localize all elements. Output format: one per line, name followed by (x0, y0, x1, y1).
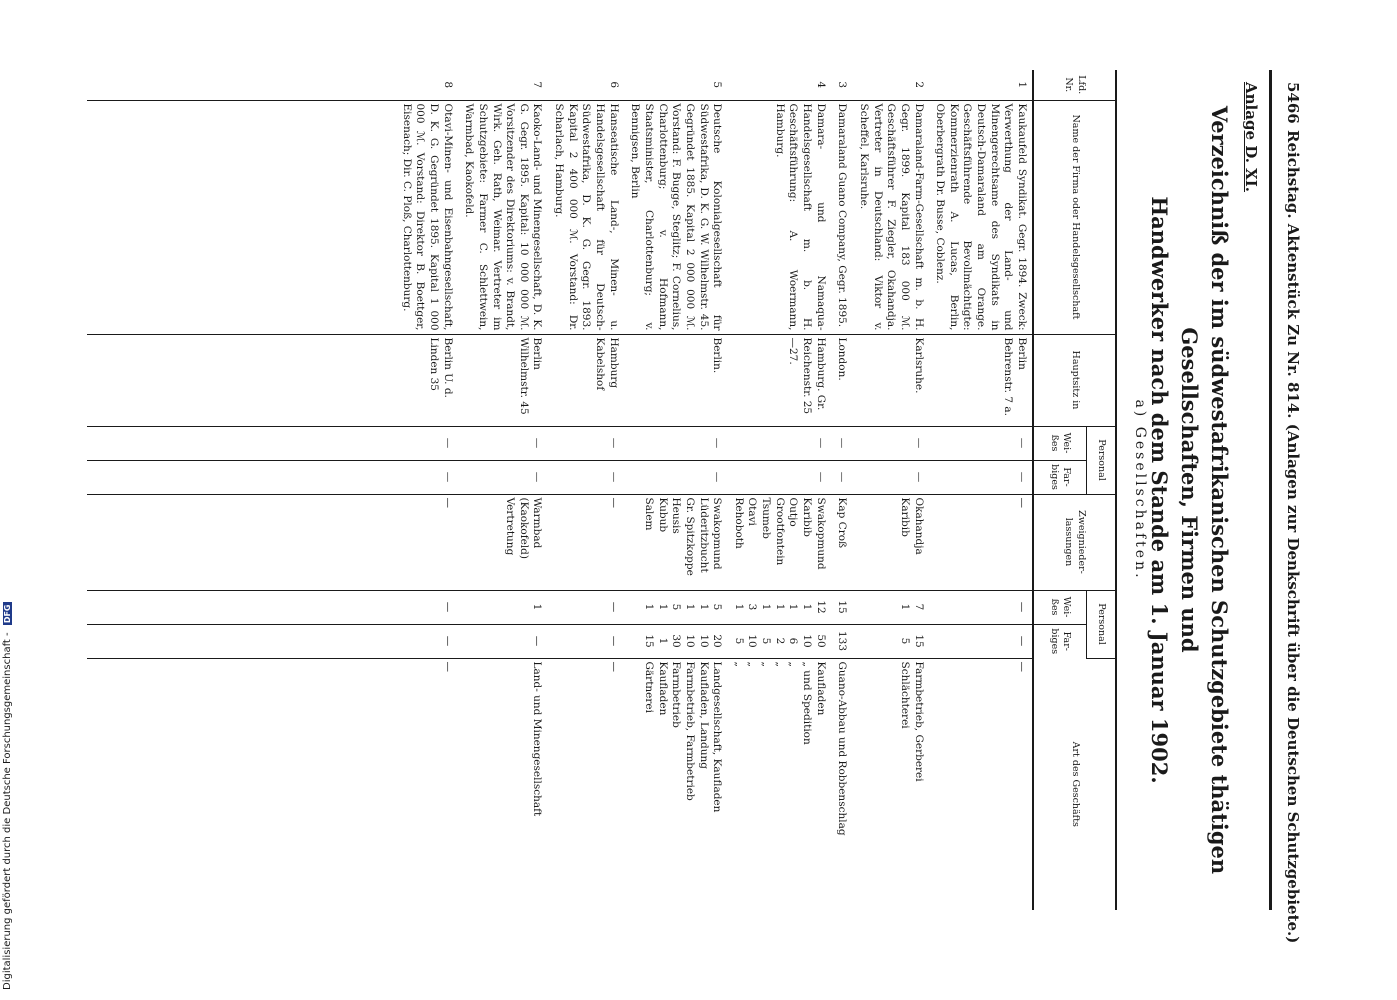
hq-weiss-count: — (831, 426, 853, 460)
filler-cell (87, 494, 395, 590)
business-type: Kaufladen, Landung (697, 661, 710, 769)
col-header-branch-farbig: Far- biges (1033, 624, 1087, 658)
branch-farbig-count: 133 (836, 631, 849, 652)
business-type: „ und Spedition (801, 661, 814, 745)
company-name: Damara- und Namaqua-Handelsgesellschaft m. b. H. Geschäftsführung: A. Woermann, Hamburg. (727, 100, 830, 334)
business-type-cell (727, 658, 830, 910)
business-type: Landgesellschaft, Kaufladen (711, 661, 724, 813)
branch-weiss-count-cell (929, 590, 1033, 624)
branch-weiss-count: 1 (642, 603, 655, 611)
filler-cell (87, 658, 395, 910)
branch-weiss-count-cell (548, 590, 624, 624)
hq-farbig-count: — (548, 460, 624, 494)
table-row (831, 70, 853, 910)
running-head (1280, 70, 1310, 944)
headquarters: Hamburg Kabelshof (548, 334, 624, 426)
table-row (727, 70, 830, 910)
branch-farbig-count: 1 (656, 637, 669, 645)
col-header-art: Art des Geschäfts (1033, 658, 1116, 910)
col-header-hq-personal: Personal (1087, 426, 1117, 494)
branch-farbig-count-cell (395, 624, 458, 658)
document-page (70, 70, 1310, 944)
branch-farbig-count: 5 (898, 637, 911, 645)
business-type-cell (852, 658, 928, 910)
hq-weiss-count: — (929, 426, 1033, 460)
page-number: 5466 (1284, 82, 1302, 124)
section-heading: a) Gesellschaften. (1132, 399, 1148, 581)
branch-weiss-count: 1 (787, 603, 800, 611)
branch-weiss-count: 1 (656, 603, 669, 611)
headquarters: London. (831, 334, 853, 426)
branch-location: Salem (642, 497, 655, 531)
table-row (458, 70, 548, 910)
companies-table (87, 70, 1117, 910)
col-header-branch-weiss: Wei- ßes (1033, 590, 1087, 624)
business-type-cell (929, 658, 1033, 910)
company-name: Damaraland-Farm-Gesellschaft m. b. H. Gegr. 1899. Kapital 183 000 ℳ. Geschäftsführer F. Ziegler, Okahandja. Vertreter in Deutschland: Viktor v. Scheffel, Karlsruhe. (852, 100, 928, 334)
branch-farbig-count-cell (548, 624, 624, 658)
header-rule (1269, 70, 1272, 910)
branch-location-cell (624, 494, 727, 590)
hq-farbig-count: — (727, 460, 830, 494)
branch-location: Rehoboth (732, 497, 745, 549)
branch-location: Okahandja (912, 497, 925, 555)
hq-farbig-count: — (852, 460, 928, 494)
business-type: Guano-Abbau und Robbenschlag (836, 661, 849, 836)
row-number: 5 (624, 70, 727, 100)
table-filler (87, 70, 395, 910)
branch-location: Heusis (670, 497, 683, 534)
branch-weiss-count: — (1016, 601, 1028, 613)
branch-farbig-count: 15 (912, 634, 925, 648)
table-row (624, 70, 727, 910)
hq-weiss-count: — (548, 426, 624, 460)
branch-farbig-count: 10 (746, 634, 759, 648)
branch-location: Karibib (898, 497, 911, 537)
branch-weiss-count: 1 (683, 603, 696, 611)
business-type-cell (458, 658, 548, 910)
branch-location: (Kaokofeld) (517, 497, 530, 559)
branch-location-cell (548, 494, 624, 590)
hq-farbig-count: — (458, 460, 548, 494)
table-row (929, 70, 1033, 910)
branch-farbig-count: 10 (683, 634, 696, 648)
branch-location-cell (395, 494, 458, 590)
branch-farbig-count: — (441, 635, 454, 647)
branch-farbig-count: 10 (697, 634, 710, 648)
business-type: — (1016, 661, 1028, 673)
row-number: 7 (458, 70, 548, 100)
filler-cell (87, 426, 395, 460)
filler-cell (87, 624, 395, 658)
col-header-sitz: Hauptsitz in (1033, 334, 1116, 426)
branch-weiss-count: 7 (912, 603, 925, 611)
branch-weiss-count: — (607, 601, 620, 613)
company-name: Deutsche Kolonialgesellschaft für Südwestafrika, D. K. G. W. Wilhelmstr. 45. Gegründet 1885. Kapital 2 000 000 ℳ. Vorstand: F. Bugge, Steglitz; F. Cornelius, Charlottenburg; v. Hofmann, Staatsminister, Charlottenburg; v. Bennigsen, Berlin (624, 100, 727, 334)
branch-weiss-count: 1 (531, 603, 544, 611)
title-line-2: Handwerker nach dem Stande am 1. Januar 1902. (1147, 196, 1172, 784)
branch-farbig-count: 50 (814, 634, 827, 648)
row-number: 4 (727, 70, 830, 100)
branch-weiss-count-cell (727, 590, 830, 624)
filler-cell (87, 590, 395, 624)
branch-location: Vertretung (504, 497, 517, 556)
title-line-1: Verzeichniß der im südwestafrikanischen Schutzgebiete thätigen Gesellschaften, Firmen und (1177, 105, 1232, 875)
business-type-cell (831, 658, 853, 910)
company-name: Kaukaufeld Syndikat. Gegr. 1894. Zweck: Verwerthung der Land- und Minengerechtsame des Syndikats in Deutsch-Damaraland am Orange. Geschäftsführende Bevollmächtigte: Kommerzienrath A. Lucas, Berlin, Oberbergrath Dr. Busse, Coblenz. (929, 100, 1033, 334)
business-type: „ (746, 661, 759, 667)
business-type-cell (548, 658, 624, 910)
table-row (852, 70, 928, 910)
table-row (395, 70, 458, 910)
branch-weiss-count: 3 (746, 603, 759, 611)
branch-weiss-count: 1 (732, 603, 745, 611)
business-type: Farmbetrieb, Gerberei (912, 661, 925, 782)
hq-farbig-count: — (929, 460, 1033, 494)
branch-location: Warmbad (531, 497, 544, 549)
branch-location-cell (831, 494, 853, 590)
row-number: 8 (395, 70, 458, 100)
branch-farbig-count: 10 (801, 634, 814, 648)
row-number: 6 (548, 70, 624, 100)
business-type: „ (760, 661, 773, 667)
row-number: 1 (929, 70, 1033, 100)
headquarters: Hamburg. Gr. Reichenstr. 25—27. (727, 334, 830, 426)
branch-farbig-count: 6 (787, 637, 800, 645)
branch-location-cell (852, 494, 928, 590)
branch-location-cell (929, 494, 1033, 590)
branch-location: Kubub (656, 497, 669, 533)
branch-farbig-count: 30 (670, 634, 683, 648)
col-header-hq-farbig: Far- biges (1033, 460, 1087, 494)
branch-location: — (1016, 497, 1028, 509)
branch-farbig-count-cell (852, 624, 928, 658)
branch-farbig-count: 5 (760, 637, 773, 645)
branch-farbig-count-cell (624, 624, 727, 658)
branch-weiss-count: 1 (773, 603, 786, 611)
branch-farbig-count: 5 (732, 637, 745, 645)
filler-cell (87, 70, 395, 100)
branch-weiss-count-cell (395, 590, 458, 624)
col-header-nr: Lfd. Nr. (1033, 70, 1116, 100)
branch-farbig-count-cell (727, 624, 830, 658)
branch-weiss-count-cell (458, 590, 548, 624)
branch-weiss-count-cell (852, 590, 928, 624)
headquarters: Berlin Behrenstr. 7 a. (929, 334, 1033, 426)
headquarters: Berlin. (624, 334, 727, 426)
col-header-zweig: Zweignieder- lassungen (1033, 494, 1116, 590)
filler-cell (87, 334, 395, 426)
branch-weiss-count: 12 (814, 600, 827, 614)
branch-location: Otavi (746, 497, 759, 526)
branch-location-cell (458, 494, 548, 590)
branch-location: Tsumeb (760, 497, 773, 539)
anlage-label: Anlage D. XI. (1242, 82, 1260, 193)
business-type: „ (732, 661, 745, 667)
branch-weiss-count: 1 (697, 603, 710, 611)
hq-weiss-count: — (395, 426, 458, 460)
branch-farbig-count: — (607, 635, 620, 647)
branch-farbig-count-cell (831, 624, 853, 658)
headquarters: Berlin Wilhelmstr. 45 (458, 334, 548, 426)
dfg-logo: DFG (3, 604, 12, 624)
branch-location: Grootfontein (773, 497, 786, 566)
business-type: — (607, 661, 620, 673)
business-type: Kaufladen (814, 661, 827, 716)
business-type: Farmbetrieb, Farmbetrieb (683, 661, 696, 801)
branch-weiss-count: — (441, 601, 454, 613)
hq-weiss-count: — (624, 426, 727, 460)
col-header-branch-personal: Personal (1087, 590, 1117, 658)
branch-weiss-count-cell (624, 590, 727, 624)
filler-cell (87, 100, 395, 334)
branch-weiss-count-cell (831, 590, 853, 624)
branch-farbig-count: — (1016, 635, 1028, 647)
business-type: — (441, 661, 454, 673)
hq-weiss-count: — (852, 426, 928, 460)
headquarters: Berlin U. d. Linden 35 (395, 334, 458, 426)
business-type: „ (773, 661, 786, 667)
branch-farbig-count: 2 (773, 637, 786, 645)
branch-location: Gr. Spitzkoppe (683, 497, 696, 576)
business-type: Schlächterei (898, 661, 911, 729)
branch-weiss-count: 1 (898, 603, 911, 611)
business-type: Kaufladen (656, 661, 669, 716)
company-name: Kaoko-Land- und Minengesellschaft, D. K. G. Gegr. 1895. Kapital: 10 000 000 ℳ. Vorsitzender des Direktoriums: v. Brandt, Wirk. Geh. Rath, Weimar. Vertreter im Schutzgebiete: Farmer C. Schlettwein, Warmbad, Kaokofeld. (458, 100, 548, 334)
branch-location: Lüderitzbucht (697, 497, 710, 573)
company-name: Otavi-Minen- und Eisenbahngesellschaft, D. K. G. Gegründet 1895. Kapital 1 000 000 ℳ. Vorstand: Direktor B. Boettger, Eisenach; Dir. C. Ploß, Charlottenburg. (395, 100, 458, 334)
branch-weiss-count: 1 (760, 603, 773, 611)
business-type-cell (395, 658, 458, 910)
branch-location: Swakopmund (814, 497, 827, 570)
business-type: Farmbetrieb (670, 661, 683, 728)
col-header-hq-weiss: Wei- ßes (1033, 426, 1087, 460)
business-type: Gärtnerei (642, 661, 655, 713)
headquarters: Karlsruhe. (852, 334, 928, 426)
hq-weiss-count: — (458, 426, 548, 460)
branch-weiss-count: 5 (711, 603, 724, 611)
branch-farbig-count: — (531, 635, 544, 647)
running-title: Reichstag. Aktenstück Zu Nr. 814. (Anlagen zur Denkschrift über die Deutschen Schutzgebiete.) (1284, 130, 1302, 944)
document-title (1144, 70, 1234, 910)
branch-weiss-count: 15 (836, 600, 849, 614)
branch-weiss-count: 5 (670, 603, 683, 611)
col-header-name: Name der Firma oder Handelsgesellschaft (1033, 100, 1116, 334)
company-name: Damaraland Guano Company, Gegr. 1895. (831, 100, 853, 334)
branch-location: — (441, 497, 454, 509)
filler-cell (87, 460, 395, 494)
branch-farbig-count-cell (929, 624, 1033, 658)
business-type: „ (787, 661, 800, 667)
branch-farbig-count: 20 (711, 634, 724, 648)
hq-farbig-count: — (831, 460, 853, 494)
branch-weiss-count: 1 (801, 603, 814, 611)
hq-farbig-count: — (395, 460, 458, 494)
scan-credit-text: Digitalisierung gefördert durch die Deutsche Forschungsgemeinschaft - (2, 632, 13, 990)
business-type: Land- und Minengesellschaft (531, 661, 544, 817)
company-name: Hanseatische Land-, Minen- u. Handelsgesellschaft für Deutsch-Südwestafrika, D. K. G. Gegr. 1893. Kapital 2 400 000 ℳ. Vorstand: Dr. Scharlach, Hamburg. (548, 100, 624, 334)
branch-location: Swakopmund (711, 497, 724, 570)
hq-weiss-count: — (727, 426, 830, 460)
branch-location-cell (727, 494, 830, 590)
table-row (548, 70, 624, 910)
branch-location: Outjo (787, 497, 800, 527)
branch-location: — (607, 497, 620, 509)
branch-location: Karibib (801, 497, 814, 537)
branch-location: Kap Croß (836, 497, 849, 549)
table-body (87, 70, 1033, 910)
branch-farbig-count: 15 (642, 634, 655, 648)
row-number: 3 (831, 70, 853, 100)
business-type-cell (624, 658, 727, 910)
row-number: 2 (852, 70, 928, 100)
scan-credit (2, 430, 16, 990)
branch-farbig-count-cell (458, 624, 548, 658)
hq-farbig-count: — (624, 460, 727, 494)
